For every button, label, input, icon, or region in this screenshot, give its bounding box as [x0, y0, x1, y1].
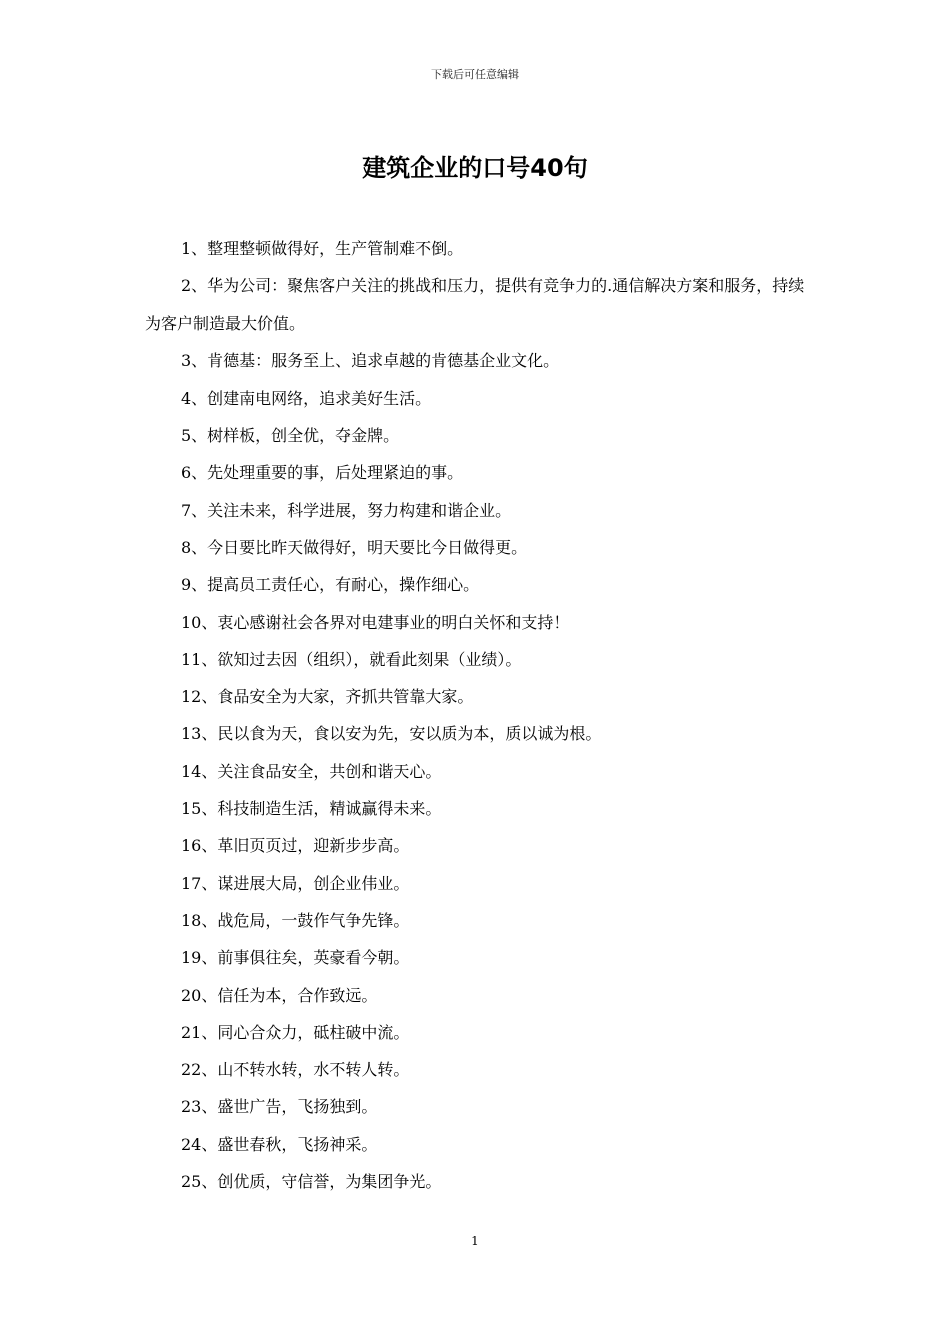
slogan-item: 25、创优质，守信誉，为集团争光。 — [181, 1172, 442, 1192]
slogan-item: 10、衷心感谢社会各界对电建事业的明白关怀和支持！ — [181, 612, 570, 632]
slogan-item: 3、肯德基：服务至上、追求卓越的肯德基企业文化。 — [181, 351, 560, 371]
slogan-item: 11、欲知过去因（组织），就看此刻果（业绩）。 — [181, 649, 522, 669]
slogan-item: 12、食品安全为大家，齐抓共管靠大家。 — [181, 687, 474, 707]
slogan-item: 24、盛世春秋，飞扬神采。 — [181, 1134, 378, 1154]
slogan-item: 18、战危局，一鼓作气争先锋。 — [181, 910, 410, 930]
slogan-item: 9、提高员工责任心，有耐心，操作细心。 — [181, 575, 480, 595]
slogan-item: 21、同心合众力，砥柱破中流。 — [181, 1022, 410, 1042]
slogan-item: 5、树样板，创全优，夺金牌。 — [181, 426, 400, 446]
page-header: 下载后可任意编辑 — [431, 68, 519, 81]
slogan-list — [145, 230, 810, 1200]
slogan-item: 1、整理整顿做得好，生产管制难不倒。 — [181, 239, 464, 258]
slogan-item: 22、山不转水转，水不转人转。 — [181, 1060, 410, 1080]
slogan-item: 16、革旧页页过，迎新步步高。 — [181, 836, 410, 856]
slogan-item: 7、关注未来，科学进展，努力构建和谐企业。 — [181, 500, 512, 520]
slogan-item: 8、今日要比昨天做得好，明天要比今日做得更。 — [181, 537, 528, 557]
slogan-item: 17、谋进展大局，创企业伟业。 — [181, 873, 410, 893]
slogan-item: 4、创建南电网络，追求美好生活。 — [181, 388, 432, 408]
document-title: 建筑企业的口号40句 — [362, 154, 588, 182]
slogan-item: 6、先处理重要的事，后处理紧迫的事。 — [181, 463, 464, 483]
slogan-item: 23、盛世广告，飞扬独到。 — [181, 1097, 378, 1117]
slogan-item: 20、信任为本，合作致远。 — [181, 985, 378, 1005]
slogan-item: 13、民以食为天，食以安为先，安以质为本，质以诚为根。 — [181, 724, 602, 744]
slogan-item: 2、华为公司：聚焦客户关注的挑战和压力，提供有竞争力的.通信解决方案和服务，持续为客户制造最大价值。 — [145, 276, 805, 333]
slogan-item: 14、关注食品安全，共创和谐天心。 — [181, 761, 442, 781]
slogan-item: 19、前事俱往矣，英豪看今朝。 — [181, 948, 410, 968]
slogan-item: 15、科技制造生活，精诚赢得未来。 — [181, 799, 442, 819]
page-number: 1 — [471, 1234, 479, 1248]
